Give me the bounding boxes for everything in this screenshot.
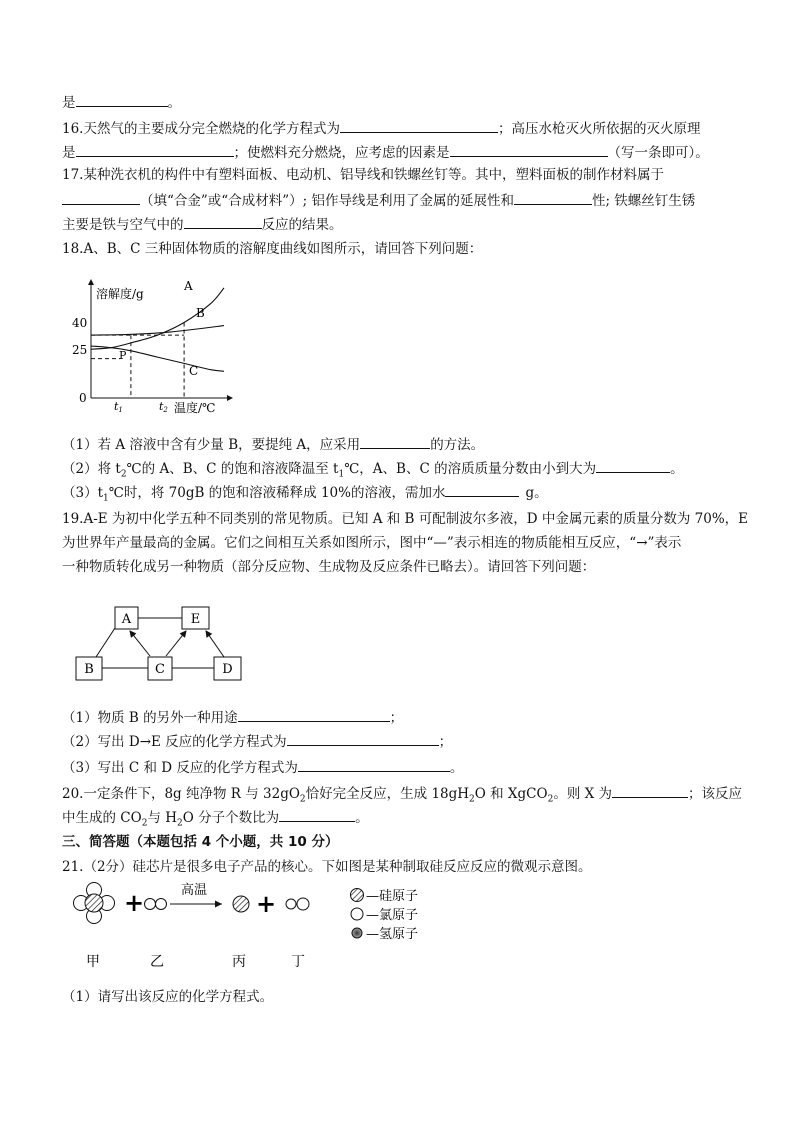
answer-blank[interactable] <box>287 731 439 746</box>
q20-subscript-3: 2 <box>547 794 554 805</box>
legend-si-label: —硅原子 <box>366 889 419 904</box>
q19-sub-1 <box>62 707 403 727</box>
q16-text-b: ；高压水枪灭火所依据的灭火原理 <box>497 121 701 137</box>
q17-text-e: 反应的结果。 <box>261 217 343 233</box>
q16-text-e: （写一条即可）。 <box>607 145 709 161</box>
series-label-b: B <box>196 306 205 320</box>
q20-subscript-4: 2 <box>141 818 148 829</box>
plus-sign-1: + <box>124 888 145 917</box>
y-tick-label-40: 40 <box>72 316 88 330</box>
q18-stem <box>62 240 482 258</box>
q20-line-1 <box>62 783 742 809</box>
legend-cl-icon <box>351 908 363 920</box>
molecule-bing <box>233 896 249 912</box>
x-tick-label-t2: t2 <box>159 400 168 414</box>
molecule-jia <box>74 883 115 924</box>
q19-sub3-text-a: （3）写出 C 和 D 反应的化学方程式为 <box>62 760 298 776</box>
q17-text-c: 性; 铁螺丝钉生锈 <box>591 193 696 209</box>
q15-tail <box>62 92 181 112</box>
molecule-ding <box>286 898 309 910</box>
q18-sub2-subscript-2: 1 <box>338 469 345 480</box>
node-c-label: C <box>155 662 165 677</box>
curve-b <box>91 326 224 336</box>
q16-text-d: ；使燃料充分燃烧，应考虑的因素是 <box>233 145 450 161</box>
q20-subscript-5: 2 <box>177 818 183 829</box>
answer-blank[interactable] <box>238 707 390 722</box>
q18-sub3-text-b: ℃时，将 70gB 的饱和溶液稀释成 10%的溶液，需加水 <box>108 485 446 501</box>
answer-blank[interactable] <box>450 142 608 157</box>
answer-blank[interactable] <box>62 190 140 205</box>
q20-line-2 <box>62 807 369 833</box>
point-p-label: P <box>119 349 127 362</box>
q20-text-b: 恰好完全反应，生成 18gH <box>305 786 470 802</box>
q19-sub1-text-a: （1）物质 B 的另外一种用途 <box>62 710 238 726</box>
q20-text-d: 。则 X 为 <box>553 786 613 802</box>
q20-text-i: 。 <box>355 810 369 826</box>
node-e <box>182 607 209 629</box>
link-b-a <box>96 628 115 657</box>
q17-text-d: 主要是铁与空气中的 <box>62 217 184 233</box>
q19-line-2 <box>62 534 681 552</box>
answer-blank[interactable] <box>76 142 234 157</box>
q20-text-g: 与 H <box>147 810 178 826</box>
q21-sub1-text: （1）请写出该反应的化学方程式。 <box>62 989 274 1005</box>
solubility-chart <box>60 272 240 420</box>
series-label-c: C <box>189 364 199 378</box>
legend <box>351 889 419 943</box>
q19-sub2-text-b: ； <box>438 734 453 750</box>
q16-text-a: 16.天然气的主要成分完全燃烧的化学方程式为 <box>62 121 340 137</box>
answer-blank[interactable] <box>445 482 519 497</box>
y-tick-label-25: 25 <box>72 343 88 357</box>
series-label-a: A <box>184 279 193 293</box>
q18-sub2-text-a: （2）将 t <box>62 461 121 477</box>
q18-sub3-text-c: g。 <box>525 485 548 501</box>
answer-blank[interactable] <box>596 458 670 473</box>
answer-blank[interactable] <box>184 214 262 229</box>
q19-sub-2 <box>62 731 452 751</box>
q18-sub3-text-a: （3）t <box>62 485 104 501</box>
molecule-yi <box>145 899 167 910</box>
arrow-d-e <box>206 631 224 657</box>
q21-stem-text: 21.（2分）硅芯片是很多电子产品的核心。下如图是某种制取硅反应反应的微观示意图。 <box>62 859 592 875</box>
q18-sub2-text-c: ℃，A、B、C 的溶质质量分数由小到大为 <box>344 461 597 477</box>
q19-line-3 <box>62 558 595 576</box>
legend-h-icon <box>352 928 362 938</box>
q19-sub-3 <box>62 757 463 777</box>
q18-sub1-text-a: （1）若 A 溶液中含有少量 B，要提纯 A，应采用 <box>62 437 361 453</box>
node-d <box>214 657 241 680</box>
q17-text-b: （填“合金”或“合成材料”）; 铝作导线是利用了金属的延展性和 <box>140 193 514 209</box>
q20-text-c: O 和 XgCO <box>474 786 548 802</box>
answer-blank[interactable] <box>612 783 688 798</box>
label-yi: 乙 <box>150 954 164 970</box>
answer-blank[interactable] <box>76 92 168 107</box>
q19-text-1: 19.A-E 为初中化学五种不同类别的常见物质。已知 A 和 B 可配制波尔多液，D 中金属元素的质量分数为 70%，E <box>62 511 749 527</box>
q17-line-1 <box>62 166 664 184</box>
legend-cl-label: —氯原子 <box>366 908 419 923</box>
x-tick-label-t1: t1 <box>114 400 123 414</box>
node-b <box>76 657 102 680</box>
q20-subscript-1: 2 <box>299 794 306 805</box>
answer-blank[interactable] <box>514 190 592 205</box>
answer-blank[interactable] <box>298 757 450 772</box>
q20-text-f: 中生成的 CO <box>62 810 142 826</box>
node-d-label: D <box>222 662 233 677</box>
q18-sub-3 <box>62 482 548 508</box>
q18-sub-1 <box>62 434 484 454</box>
section-title-text: 三、简答题（本题包括 4 个小题，共 10 分） <box>62 834 339 850</box>
q18-sub1-text-b: 的方法。 <box>430 437 485 453</box>
q15-tail-text: 是 <box>62 95 76 111</box>
reaction-condition: 高温 <box>181 883 208 898</box>
q17-line-2 <box>62 190 695 210</box>
arrow-c-a <box>130 631 150 656</box>
q18-sub2-text-b: ℃的 A、B、C 的饱和溶液降温至 t <box>126 461 339 477</box>
answer-blank[interactable] <box>360 434 430 449</box>
node-c <box>148 657 172 680</box>
q18-sub3-subscript: 1 <box>103 493 109 504</box>
y-tick-label-0: 0 <box>79 391 87 405</box>
q20-text-a: 20.一定条件下，8g 纯净物 R 与 32gO <box>62 786 300 802</box>
y-axis-label: 溶解度/g <box>96 287 144 301</box>
node-a-label: A <box>121 612 132 627</box>
reaction-diagram <box>66 880 446 972</box>
q17-line-3 <box>62 214 343 234</box>
node-b-label: B <box>84 662 94 677</box>
node-a <box>115 607 138 629</box>
node-e-label: E <box>190 612 201 627</box>
arrow-head-icon <box>215 901 222 908</box>
q18-sub2-text-d: 。 <box>670 461 684 477</box>
q18-sub-2 <box>62 458 684 484</box>
q16-line-2 <box>62 142 709 162</box>
q16-text-c: 是 <box>62 145 76 161</box>
x-axis-label: 温度/℃ <box>174 401 216 415</box>
arrow-c-e <box>166 631 186 656</box>
q19-sub3-text-b: 。 <box>449 760 464 776</box>
q18-stem-text: 18.A、B、C 三种固体物质的溶解度曲线如图所示，请回答下列问题： <box>62 241 483 257</box>
label-jia: 甲 <box>86 954 100 970</box>
legend-si-icon <box>351 889 364 902</box>
q18-sub2-subscript-1: 2 <box>120 469 127 480</box>
q19-line-1 <box>62 510 748 528</box>
q17-text-a: 17.某种洗衣机的构件中有塑料面板、电动机、铝导线和铁螺丝钉等。其中，塑料面板的制作材料属于 <box>62 167 664 183</box>
answer-blank[interactable] <box>279 807 355 822</box>
q15-tail-end: 。 <box>167 95 181 111</box>
q20-subscript-2: 2 <box>469 794 475 805</box>
plus-sign-2: + <box>256 889 277 918</box>
label-bing: 丙 <box>232 954 246 970</box>
q19-sub2-text-a: （2）写出 D→E 反应的化学方程式为 <box>62 734 287 750</box>
section-title <box>62 833 338 851</box>
q16-line-1 <box>62 118 700 138</box>
q19-text-2: 为世界年产量最高的金属。它们之间相互关系如图所示，图中“—”表示相连的物质能相互反应，“→”表示 <box>62 535 682 551</box>
q21-stem <box>62 858 592 876</box>
q21-sub-1 <box>62 988 273 1006</box>
relationship-diagram <box>70 598 250 690</box>
q19-text-3: 一种物质转化成另一种物质（部分反应物、生成物及反应条件已略去）。请回答下列问题： <box>62 559 596 575</box>
label-ding: 丁 <box>291 954 305 970</box>
curve-c <box>91 346 224 371</box>
answer-blank[interactable] <box>340 118 498 133</box>
q19-sub1-text-b: ； <box>389 710 404 726</box>
legend-h-label: —氢原子 <box>366 927 419 942</box>
q20-text-h: O 分子个数比为 <box>182 810 280 826</box>
q20-text-e: ；该反应 <box>688 786 743 802</box>
